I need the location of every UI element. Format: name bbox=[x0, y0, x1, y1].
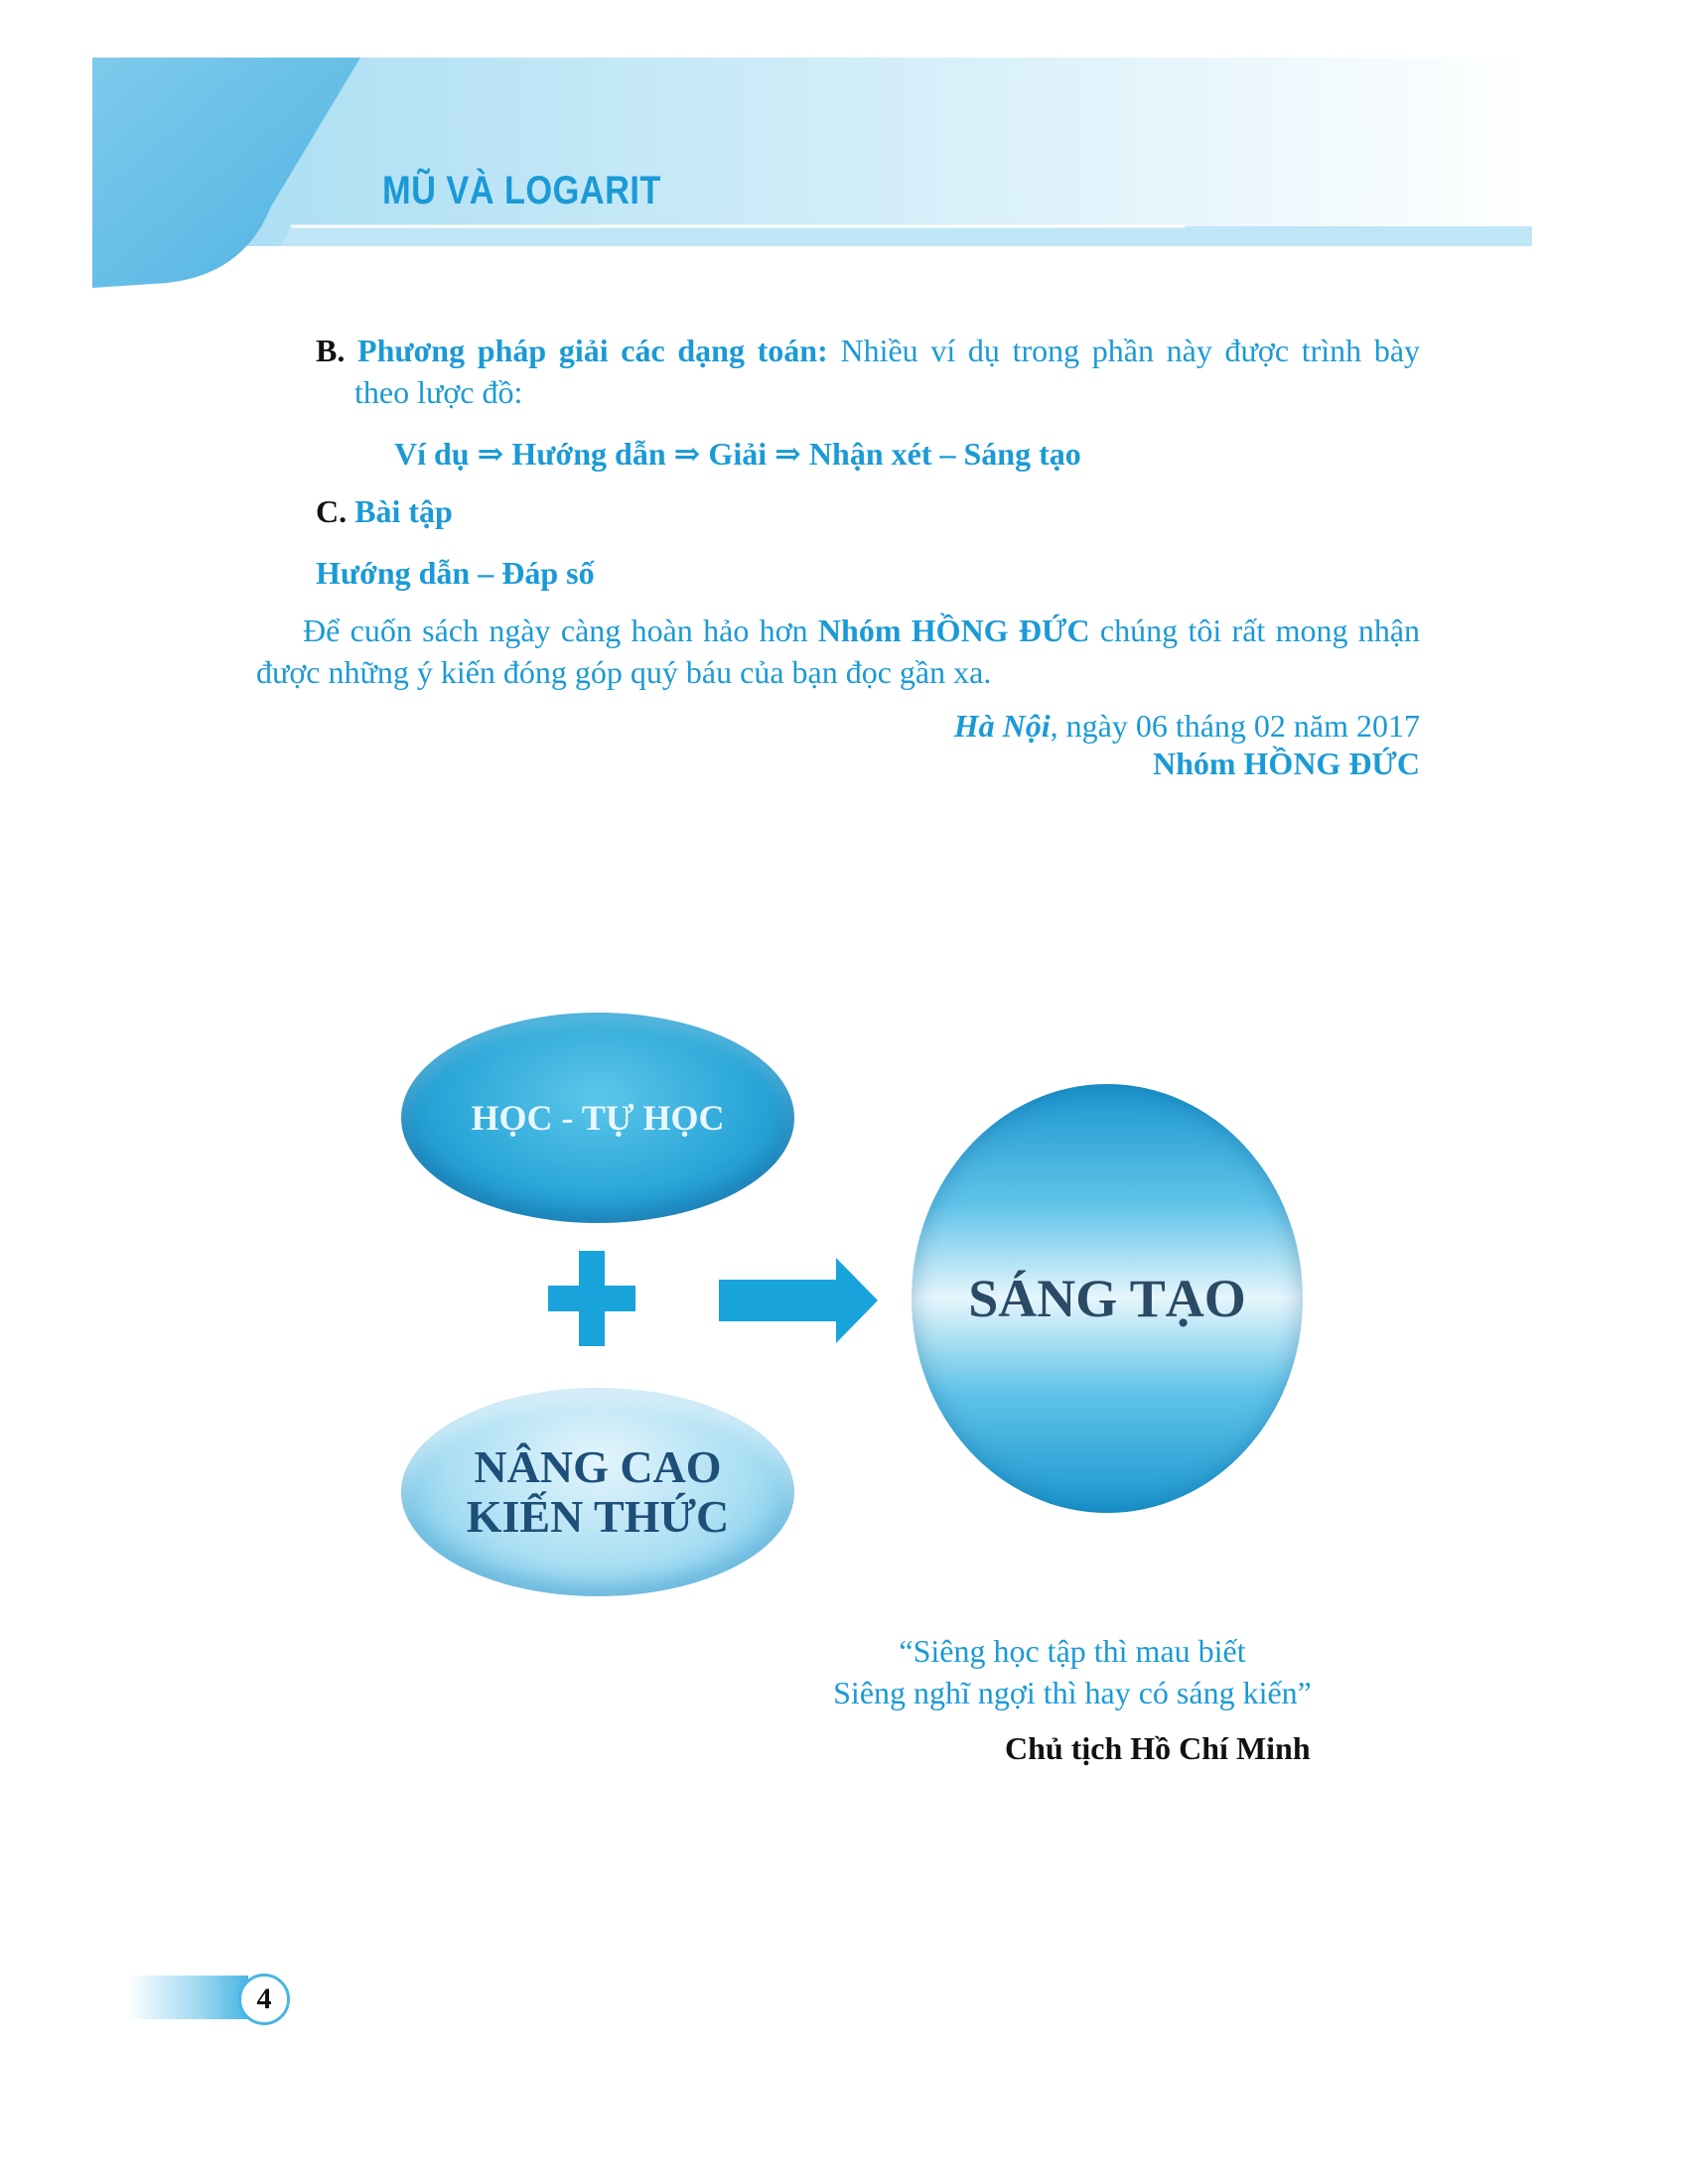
closing-line-2: được những ý kiến đóng góp quý báu của bạn đọc gần xa. bbox=[256, 654, 992, 690]
learn-self-learn-ellipse bbox=[401, 1013, 794, 1223]
advanced-knowledge-ellipse bbox=[401, 1388, 794, 1596]
section-b-text: Nhiều ví dụ trong phần này được trình bày bbox=[840, 333, 1421, 368]
advanced-knowledge-line-2: KIẾN THỨC bbox=[466, 1491, 730, 1542]
page-number-bar bbox=[127, 1976, 248, 2019]
creativity-label: SÁNG TẠO bbox=[968, 1269, 1246, 1328]
chapter-title: MŨ VÀ LOGARIT bbox=[382, 169, 661, 212]
section-b-heading: Phương pháp giải các dạng toán: bbox=[357, 333, 828, 368]
section-b-line-1 bbox=[316, 330, 1420, 371]
right-arrow-icon bbox=[719, 1258, 878, 1343]
section-c-heading: Bài tập bbox=[354, 493, 453, 529]
page-header bbox=[92, 58, 1532, 288]
learn-self-learn-label: HỌC - TỰ HỌC bbox=[471, 1098, 725, 1138]
signature-date-line bbox=[954, 705, 1420, 747]
signature-place: Hà Nội bbox=[953, 708, 1051, 744]
page-number: 4 bbox=[238, 1974, 290, 2025]
closing-text-a: Để cuốn sách ngày càng hoàn hảo hơn bbox=[303, 613, 808, 648]
quote-line-1: “Siêng học tập thì mau biết bbox=[899, 1633, 1246, 1669]
section-c-letter: C. bbox=[316, 493, 348, 529]
section-b-letter: B. bbox=[316, 333, 346, 368]
answers-heading: Hướng dẫn – Đáp số bbox=[316, 555, 595, 591]
signature-author: Nhóm HỒNG ĐỨC bbox=[1152, 746, 1420, 781]
quote-line-2: Siêng nghĩ ngợi thì hay có sáng kiến” bbox=[833, 1675, 1312, 1710]
closing-text-c: chúng tôi rất mong nhận bbox=[1099, 613, 1421, 648]
method-flow: Ví dụ ⇒ Hướng dẫn ⇒ Giải ⇒ Nhận xét – Sáng tạo bbox=[394, 436, 1081, 472]
plus-icon bbox=[548, 1286, 635, 1311]
header-band-graphic bbox=[92, 58, 1532, 288]
section-b-line-2: theo lược đồ: bbox=[354, 374, 523, 410]
section-c bbox=[316, 490, 453, 532]
closing-line-1 bbox=[303, 610, 1420, 651]
advanced-knowledge-line-1: NÂNG CAO bbox=[474, 1441, 722, 1492]
closing-group-name: Nhóm HỒNG ĐỨC bbox=[817, 613, 1090, 648]
signature-date: , ngày 06 tháng 02 năm 2017 bbox=[1050, 708, 1420, 744]
quote-author: Chủ tịch Hồ Chí Minh bbox=[1005, 1730, 1311, 1766]
creativity-ellipse bbox=[912, 1084, 1303, 1513]
